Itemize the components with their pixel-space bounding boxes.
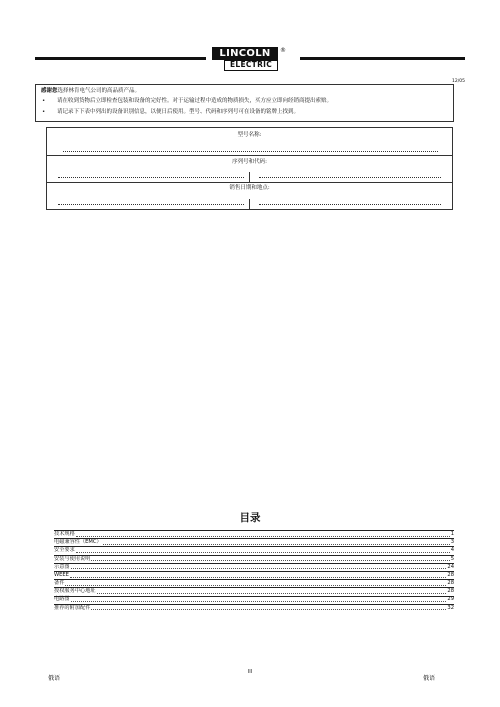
toc-entry-title: 技术规格 [54,530,75,537]
sale-label: 销售日期和地点: [229,185,270,191]
document-code: 12/05 [452,79,465,84]
toc-entry-title: 电磁兼容性（EMC） [54,539,102,546]
toc-row[interactable] [54,563,454,571]
toc-leader-dots [76,552,450,553]
toc-row[interactable] [54,530,454,538]
intro-bullets [41,97,448,116]
toc-entry-title: 备件 [54,580,65,587]
toc-entry-page: 1 [450,530,454,537]
sale-field-line-right[interactable] [259,204,441,205]
footer-page-number: III [247,669,253,675]
toc-leader-dots [91,609,446,610]
toc-leader-dots [103,544,450,545]
logo-top-text: LINCOLN [212,47,278,60]
toc-entry-title: WEEE [54,571,69,578]
toc-entry-title: 电路图 [54,596,70,603]
toc-entry-title: 安全要求 [54,547,75,554]
serial-field-line-right[interactable] [259,177,441,178]
lincoln-electric-logo [212,47,288,73]
intro-lead [41,87,448,95]
intro-lead-rest: 选择林肯电气公司的高品质产品。 [57,88,141,94]
sale-field-divider [249,199,250,210]
model-label: 型号名称: [237,132,262,138]
toc-entry-page: 28 [447,571,454,578]
toc-row[interactable] [54,555,454,563]
toc-row[interactable] [54,538,454,546]
sale-field-line-left[interactable] [58,204,244,205]
toc-row[interactable] [54,579,454,587]
toc-row[interactable] [54,604,454,612]
toc-entry-title: 安装与使用说明 [54,555,91,562]
identification-form [46,127,453,210]
toc-leader-dots [70,577,446,578]
header-rule-left [35,57,206,60]
intro-box [35,84,454,122]
logo-registered-mark: ® [280,47,286,54]
toc-leader-dots [71,568,447,569]
toc-title: 目录 [239,512,261,524]
table-of-contents [54,530,454,612]
toc-entry-title: 示意图 [54,563,70,570]
toc-leader-dots [65,585,446,586]
toc-entry-title: 推荐的附加配件 [54,604,91,611]
toc-entry-page: 28 [447,588,454,595]
intro-lead-bold: 感谢您 [41,88,58,94]
toc-row[interactable] [54,587,454,595]
toc-leader-dots [91,560,449,561]
model-field-line[interactable] [63,151,438,152]
toc-entry-page: 24 [447,563,454,570]
intro-bullet-1: • 请在收到货物后立即检查包装和设备的完好性。对于运输过程中造成的物质损失，买方应立即向经销商提出索赔。 [41,97,448,105]
toc-entry-page: 32 [447,604,454,611]
serial-label: 序列号和代码: [232,159,267,165]
intro-bullet-2: • 请记录下下表中列出的设备识别信息，以便日后使用。型号、代码和序列号可在设备的铭牌上找到。 [41,108,448,116]
toc-row[interactable] [54,546,454,554]
toc-entry-page: 3 [450,539,454,546]
toc-row[interactable] [54,571,454,579]
toc-leader-dots [76,536,450,537]
footer-language-right: 俄语 [422,675,435,682]
logo-bottom-text: ELECTRIC [224,60,278,71]
form-separator-1 [47,155,452,156]
toc-entry-page: 29 [447,596,454,603]
toc-entry-page: 5 [450,555,454,562]
toc-leader-dots [97,593,447,594]
toc-leader-dots [71,601,447,602]
header-rule-right [300,57,465,60]
toc-entry-page: 28 [447,580,454,587]
toc-row[interactable] [54,596,454,604]
serial-field-line-left[interactable] [58,177,244,178]
toc-entry-title: 授权服务中心地址 [54,588,96,595]
footer-language-left: 俄语 [48,675,61,682]
toc-entry-page: 4 [450,547,454,554]
